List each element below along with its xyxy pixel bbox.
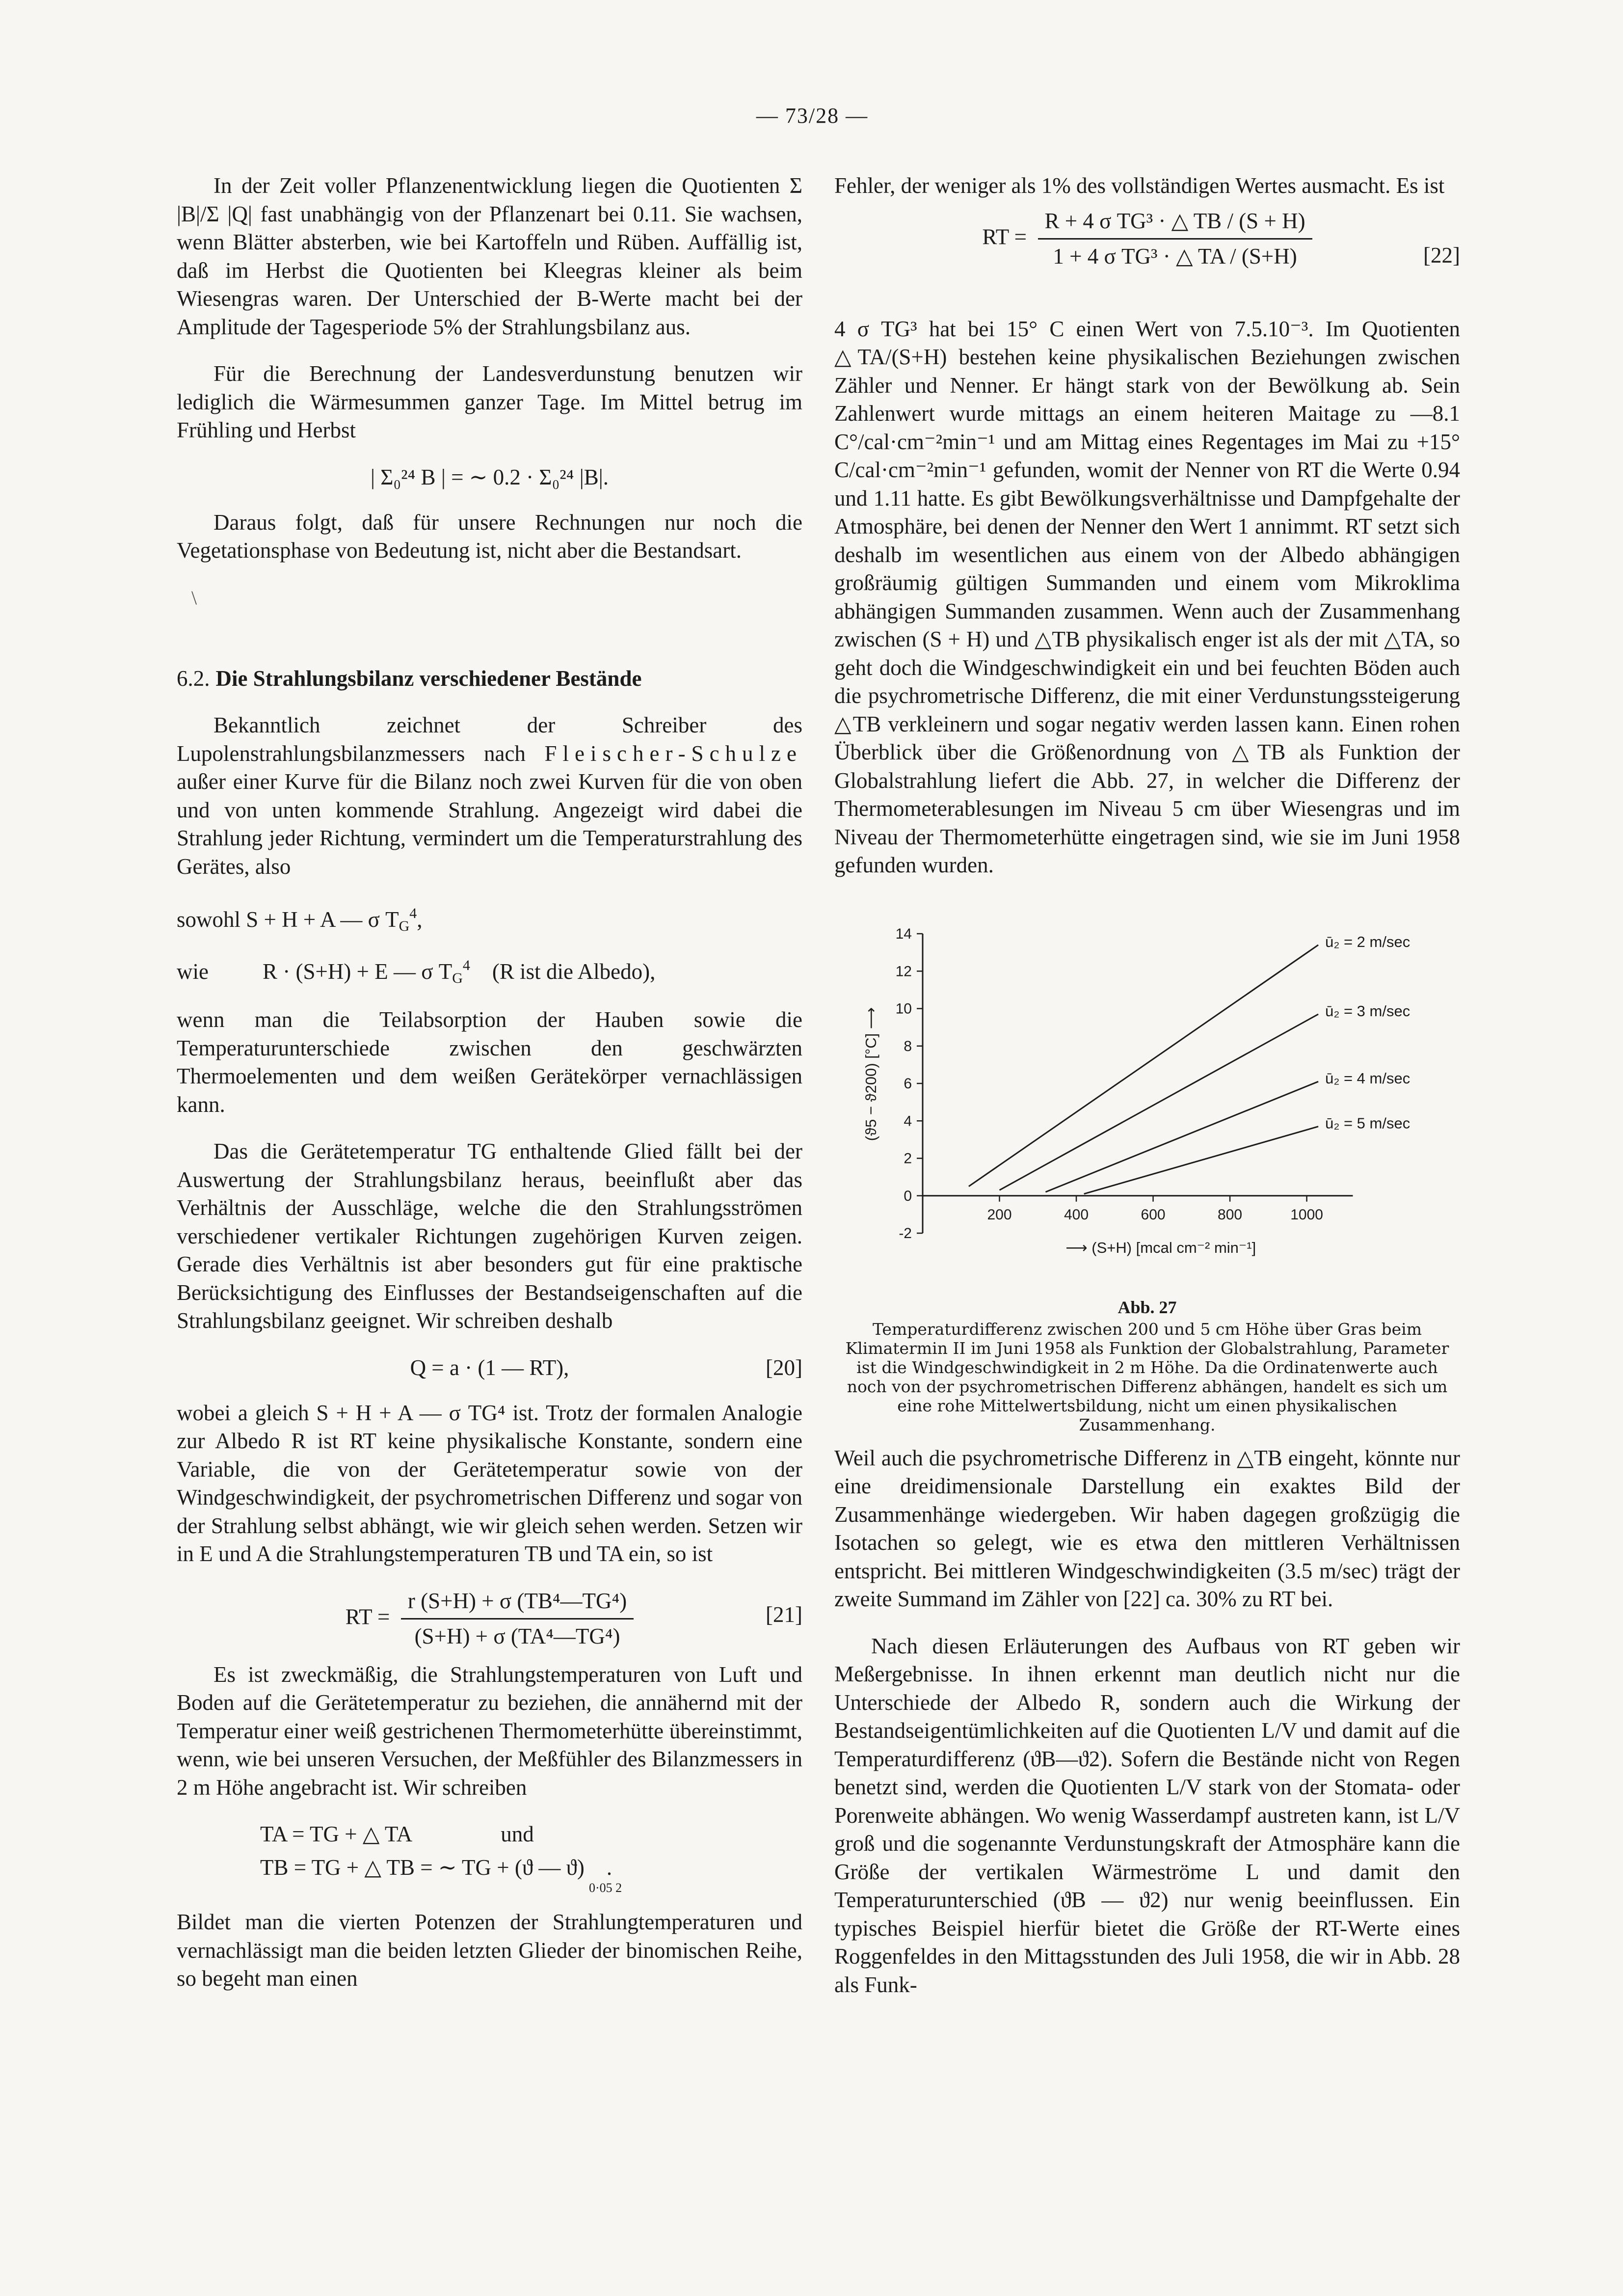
- paragraph: Bekanntlich zeichnet der Schreiber des Lupolenstrahlungsbilanzmessers nach Fleischer-Schulze außer einer Kurve für die Bilanz noch zwei Kurven für die von oben und von unten kommende Strahlung. Angezeigt wird dabei die Strahlung jeder Richtung, vermindert um die Temperaturstrahlung des Gerätes, also: [177, 713, 802, 879]
- y-axis-label: (ϑ5 − ϑ200) [°C] ⟶: [862, 1007, 879, 1141]
- paragraph: Das die Gerätetemperatur TG enthaltende Glied fällt bei der Auswertung der Strahlungsbilanz heraus, beeinflußt aber das Verhältnis der Ausschläge, welche die den Strahlungsströmen verschiedener vertikaler Richtungen zugehörigen Kurven zeigen. Gerade dies Verhältnis ist aber besonders gut für eine praktische Berücksichtigung des Einflusses der Bestandseigenschaften auf die Strahlungsbilanz geeignet. Wir schreiben deshalb: [177, 1139, 802, 1333]
- equation-22: RT = $\frac{\text{R + 4 σ TG³ · △ TB / (S + H)}}{\text{1 + 4 σ TG³ · △ TA / (S+H)}}$ [22]: [834, 207, 1460, 305]
- y-tick-label: 14: [895, 925, 912, 942]
- paragraph: Fehler, der weniger als 1% des vollständigen Wertes ausmacht. Es ist: [834, 173, 1445, 198]
- x-tick-label: 800: [1218, 1206, 1243, 1223]
- x-tick-label: 400: [1064, 1206, 1089, 1223]
- paragraph: wenn man die Teilabsorption der Hauben sowie die Temperaturunterschiede zwischen den geschwärzten Thermoelementen und dem weißen Gerätekörper vernachlässigen kann.: [177, 1007, 802, 1117]
- y-tick-label: 4: [904, 1112, 912, 1129]
- x-tick-label: 200: [987, 1206, 1012, 1223]
- left-column: [177, 172, 802, 1993]
- series-line: [969, 945, 1318, 1186]
- section-title: Die Strahlungsbilanz verschiedener Bestände: [215, 666, 642, 691]
- chart-abb-27: [834, 914, 1460, 1292]
- series-label: ū₂ = 2 m/sec: [1325, 933, 1410, 950]
- y-tick-label: 10: [895, 1000, 912, 1017]
- paragraph: 4 σ TG³ hat bei 15° C einen Wert von 7.5.10⁻³. Im Quotienten △TA/(S+H) bestehen keine physikalischen Beziehungen zwischen Zähler und Nenner. Er hängt stark von der Bewölkung ab. Sein Zahlenwert wurde mittags an einem heiteren Maitage zu —8.1 C°/cal·cm⁻²min⁻¹ und am Mittag eines Regentages im Mai zu +15° C/cal·cm⁻²min⁻¹ gefunden, womit der Nenner von RT die Werte 0.94 und 1.11 hatte. Es gibt Bewölkungsverhältnisse und Dampfgehalte der Atmosphäre, bei denen der Nenner den Wert 1 annimmt. RT setzt sich deshalb im wesentlichen aus einem von der Albedo abhängigen großräumig gültigen Summanden und einem vom Mikroklima abhängigen Summanden zusammen. Wenn auch der Zusammenhang zwischen (S + H) und △TB physikalisch enger ist als der mit △TA, so geht doch die Windgeschwindigkeit ein und bei feuchten Böden auch die psychrometrische Differenz, die mit einer Verdunstungssteigerung △TB verkleinern und sogar negativ werden lassen kann. Einen rohen Überblick über die Größenordnung von △TB als Funktion der Globalstrahlung liefert die Abb. 27, in welcher die Differenz der Thermometerablesungen im Niveau 5 cm über Wiesengras und im Niveau der Thermometerhütte eingetragen sind, wie sie im Juni 1958 gefunden wurden.: [834, 316, 1460, 877]
- figure-27: [834, 914, 1460, 1444]
- x-tick-label: 600: [1141, 1206, 1166, 1223]
- y-tick-label: 12: [895, 963, 912, 979]
- series-line: [1045, 1081, 1318, 1192]
- series-label: ū₂ = 3 m/sec: [1325, 1002, 1410, 1020]
- paragraph: Nach diesen Erläuterungen des Aufbaus von RT geben wir Meßergebnisse. In ihnen erkennt man deutlich nicht nur die Unterschiede der Albedo R, sondern auch die Wirkung der Bestandseigentümlichkeiten auf die Quotienten L/V und damit auf die Temperaturdifferenz (ϑB—ϑ2). Sofern die Bestände nicht von Regen benetzt sind, werden die Quotienten L/V stark von der Stomata- oder Porenweite abhängen. Wo wenig Wasserdampf austreten kann, ist L/V groß und die sogenannte Verdunstungskraft der Atmosphäre kann die Größe der vertikalen Wärmeströme L und damit den Temperaturunterschied (ϑB — ϑ2) nur wenig beeinflussen. Ein typisches Beispiel hierfür bietet die Größe der RT-Werte eines Roggenfeldes in den Mittagsstunden des Juli 1958, die wir in Abb. 28 als Funk-: [834, 1633, 1460, 1997]
- author-name: Fleischer-Schulze: [544, 741, 802, 766]
- paragraph: Es ist zweckmäßig, die Strahlungstemperaturen von Luft und Boden auf die Gerätetemperatur zu beziehen, die annähernd mit der Temperatur einer weiß gestrichenen Thermometerhütte übereinstimmt, wenn, wie bei unseren Versuchen, der Meßfühler des Bilanzmessers in 2 m Höhe angebracht ist. Wir schreiben: [177, 1662, 802, 1800]
- y-tick-label: 2: [904, 1150, 912, 1166]
- right-column: [834, 172, 1460, 1999]
- paragraph: Bildet man die vierten Potenzen der Strahlungtemperaturen und vernachlässigt man die beiden letzten Glieder der binomischen Reihe, so begeht man einen: [177, 1910, 802, 1991]
- section-number: 6.2.: [177, 666, 210, 691]
- paragraph: In der Zeit voller Pflanzenentwicklung liegen die Quotienten Σ |B|/Σ |Q| fast unabhängig von der Pflanzenart bei 0.11. Sie wachsen, wenn Blätter absterben, wie bei Kartoffeln und Rüben. Auffällig ist, daß im Herbst die Quotienten bei Kleegras kleiner als beim Wiesengras waren. Der Unterschied der B-Werte macht bei der Amplitude der Tagesperiode 5% der Strahlungsbilanz aus.: [177, 173, 802, 339]
- paragraph: Daraus folgt, daß für unsere Rechnungen nur noch die Vegetationsphase von Bedeutung ist, nicht aber die Bestandsart.: [177, 510, 802, 563]
- figure-caption: Abb. 27 Temperaturdifferenz zwischen 200 und 5 cm Höhe über Gras beim Klimatermin II im Juni 1958 als Funktion der Globalstrahlung, Parameter ist die Windgeschwindigkeit in 2 m Höhe. Da die Ordinatenwerte auch noch von der psychrometrischen Differenz abhängen, handelt es sich um eine rohe Mittelwertsbildung, nicht um einen physikalischen Zusammenhang.: [845, 1297, 1449, 1434]
- stray-mark: \: [191, 586, 197, 609]
- x-axis-label: ⟶ (S+H) [mcal cm⁻² min⁻¹]: [1065, 1239, 1256, 1256]
- y-tick-label: -2: [899, 1225, 912, 1242]
- paragraph: Für die Berechnung der Landesverdunstung benutzen wir lediglich die Wärmesummen ganzer Tage. Im Mittel betrug im Frühling und Herbst: [177, 361, 802, 442]
- equation-20: Q = a · (1 — RT), [20]: [410, 1355, 802, 1380]
- paragraph: Weil auch die psychrometrische Differenz in △TB eingeht, könnte nur eine dreidimensionale Darstellung ein exaktes Bild der Zusammenhänge wiedergeben. Wir haben dagegen großzügig die Isotachen so gelegt, wie es etwa den mittleren Verhältnissen entspricht. Bei mittleren Windgeschwindigkeiten (3.5 m/sec) trägt der zweite Summand im Zähler von [22] ca. 30% zu RT bei.: [834, 1445, 1460, 1611]
- y-tick-label: 0: [904, 1188, 912, 1204]
- paragraph: wobei a gleich S + H + A — σ TG⁴ ist. Trotz der formalen Analogie zur Albedo R ist RT keine physikalische Konstante, sondern eine Variable, die von der Gerätetemperatur sowie von der Windgeschwindigkeit, der psychrometrischen Differenz und sogar von der Strahlung selbst abhängt, wie wir gleich sehen werden. Setzen wir in E und A die Strahlungstemperaturen TB und TA ein, so ist: [177, 1400, 802, 1566]
- y-tick-label: 8: [904, 1038, 912, 1054]
- equation-sowohl-wie: sowohl S + H + A — σ $T_G^4$, wie R · (S+H) + E — σ $T_G^4$ (R ist die Albedo),: [177, 905, 656, 986]
- equation-sum: | Σ₀²⁴ B | = ∼ 0.2 · Σ₀²⁴ |B|.: [370, 464, 609, 489]
- equation-21: RT = $\frac{\text{r (S+H) + σ (TB⁴—TG⁴)}}{\text{(S+H) + σ (TA⁴—TG⁴)}}$ [21]: [177, 1587, 802, 1646]
- series-line: [1084, 1126, 1318, 1193]
- series-label: ū₂ = 4 m/sec: [1325, 1069, 1410, 1087]
- page-number: — 73/28 —: [756, 104, 869, 128]
- y-tick-label: 6: [904, 1075, 912, 1092]
- x-tick-label: 1000: [1290, 1206, 1323, 1223]
- section-heading: [177, 665, 802, 693]
- equation-ta-tb: TA = TG + △ TA und TB = TG + △ TB = ∼ TG + (ϑ — ϑ) . 0·05 2: [260, 1822, 622, 1895]
- series-line: [1000, 1014, 1319, 1189]
- series-label: ū₂ = 5 m/sec: [1325, 1114, 1410, 1132]
